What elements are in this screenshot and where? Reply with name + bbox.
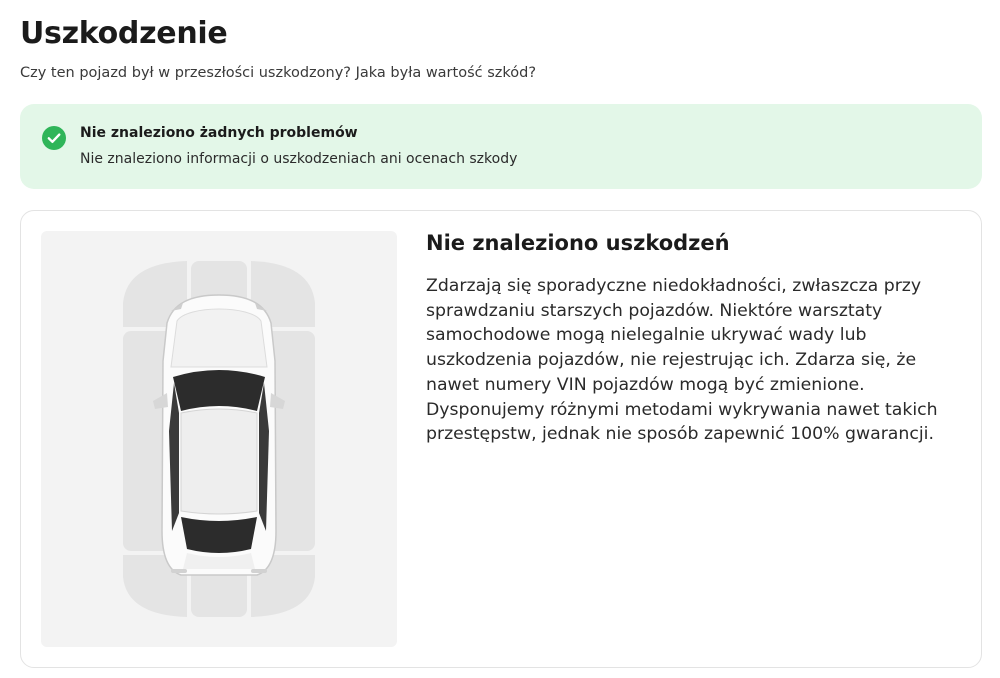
car-top-view-icon	[41, 231, 397, 647]
damage-card	[20, 210, 982, 668]
card-description: Zdarzają się sporadyczne niedokładności, zwłaszcza przy sprawdzaniu starszych pojazdów. Niektóre warsztaty samochodowe mogą nielegalnie ukrywać wady lub uszkodzenia pojazdów, nie rejestrując ich. Zdarza się, że nawet numery VIN pojazdów mogą być zmienione. Dysponujemy różnymi metodami wykrywania nawet takich przestępstw, jednak nie sposób zapewnić 100% gwarancji.	[426, 276, 938, 445]
card-title: Nie znaleziono uszkodzeń	[426, 231, 730, 255]
check-circle-icon	[42, 126, 66, 150]
status-title: Nie znaleziono żadnych problemów	[80, 125, 358, 141]
page-subtitle: Czy ten pojazd był w przeszłości uszkodzony? Jaka była wartość szkód?	[20, 65, 537, 81]
car-body	[153, 295, 285, 575]
status-description: Nie znaleziono informacji o uszkodzeniach ani ocenach szkody	[80, 151, 518, 167]
car-illustration-panel	[41, 231, 397, 647]
page-title: Uszkodzenie	[20, 16, 228, 51]
status-banner	[20, 104, 982, 189]
